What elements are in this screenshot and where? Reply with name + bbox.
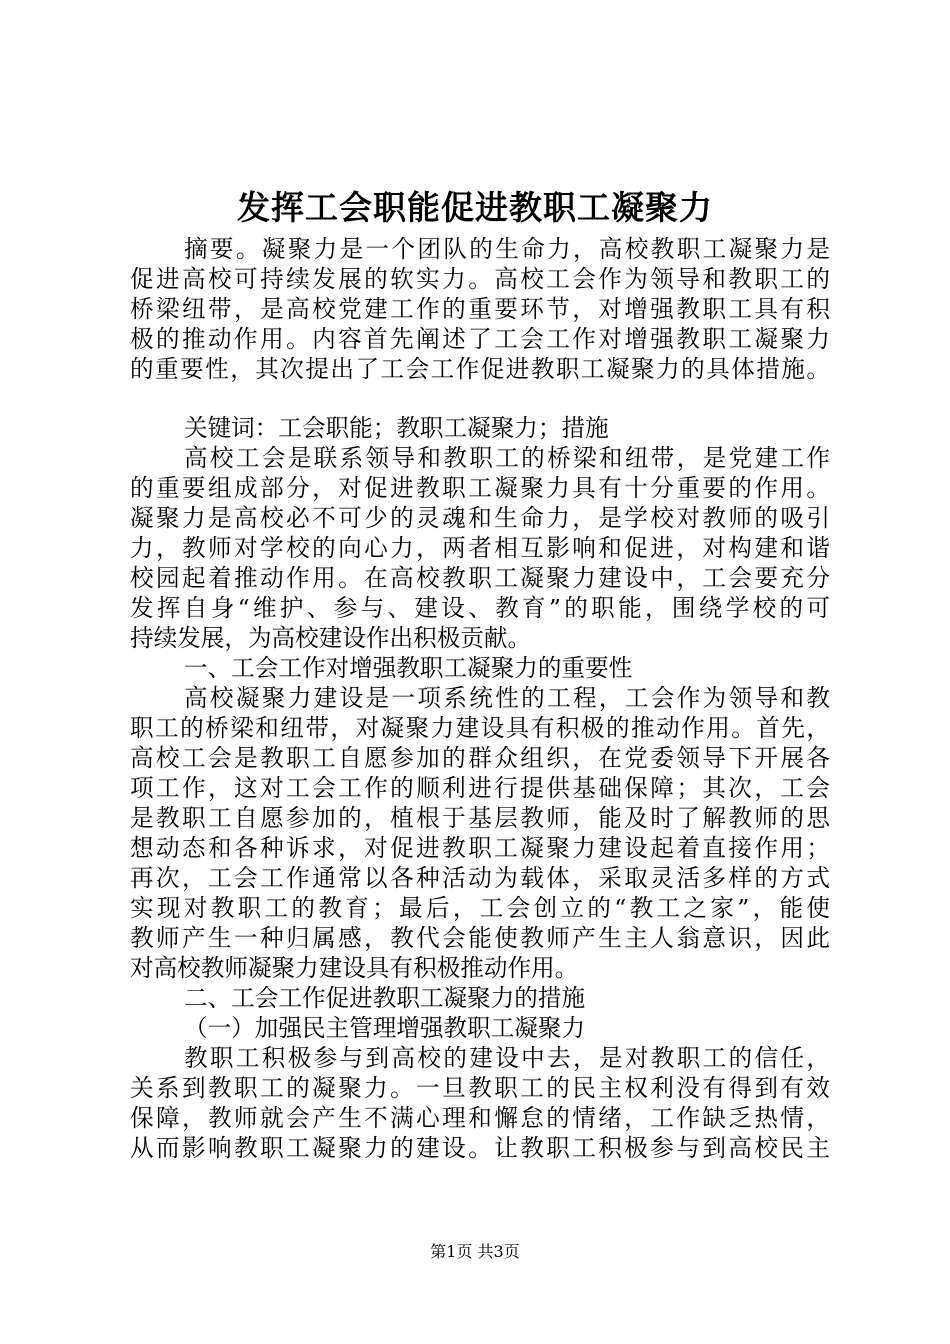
subsection-heading: （一）加强民主管理增强教职工凝聚力: [184, 1014, 586, 1042]
abstract-line: 极的推动作用。内容首先阐述了工会工作对增强教职工凝聚力: [130, 325, 830, 353]
body-line: 保障，教师就会产生不满心理和懈怠的情绪，工作缺乏热情，: [130, 1104, 830, 1132]
section-heading: 二、工会工作促进教职工凝聚力的措施: [184, 984, 586, 1012]
body-line: 凝聚力是高校必不可少的灵魂和生命力，是学校对教师的吸引: [130, 504, 830, 532]
body-line: 再次，工会工作通常以各种活动为载体，采取灵活多样的方式: [130, 864, 830, 892]
body-line: 实现对教职工的教育；最后，工会创立的“教工之家”，能使: [130, 894, 830, 922]
abstract-line: 促进高校可持续发展的软实力。高校工会作为领导和教职工的: [130, 265, 830, 293]
body-line: 关系到教职工的凝聚力。一旦教职工的民主权利没有得到有效: [130, 1074, 830, 1102]
body-line: 教师产生一种归属感，教代会能使教师产生主人翁意识，因此: [130, 924, 830, 952]
intro-paragraph: [130, 443, 830, 653]
body-line: 从而影响教职工凝聚力的建设。让教职工积极参与到高校民主: [130, 1134, 830, 1162]
body-line: 高校凝聚力建设是一项系统性的工程，工会作为领导和教: [184, 684, 830, 712]
abstract-line: 摘要。凝聚力是一个团队的生命力，高校教职工凝聚力是: [184, 235, 830, 263]
document-body: [130, 234, 830, 1163]
body-line: 校园起着推动作用。在高校教职工凝聚力建设中，工会要充分: [130, 564, 830, 592]
page-footer: 第1页 共3页: [430, 1242, 520, 1261]
body-line: 教职工积极参与到高校的建设中去，是对教职工的信任，: [184, 1044, 830, 1072]
body-line: 项工作，这对工会工作的顺利进行提供基础保障；其次，工会: [130, 774, 830, 802]
section-heading: 一、工会工作对增强教职工凝聚力的重要性: [184, 654, 633, 682]
body-line: 高校工会是联系领导和教职工的桥梁和纽带，是党建工作: [184, 444, 830, 472]
abstract-line: 的重要性，其次提出了工会工作促进教职工凝聚力的具体措施。: [130, 355, 830, 383]
body-line: 的重要组成部分，对促进教职工凝聚力具有十分重要的作用。: [130, 474, 830, 502]
body-line: 职工的桥梁和纽带，对凝聚力建设具有积极的推动作用。首先，: [130, 714, 830, 742]
document-title: 发挥工会职能促进教职工凝聚力: [237, 188, 713, 227]
body-line: 持续发展，为高校建设作出积极贡献。: [130, 624, 532, 652]
body-line: 想动态和各种诉求，对促进教职工凝聚力建设起着直接作用；: [130, 834, 830, 862]
keywords-line: 关键词：工会职能；教职工凝聚力；措施: [184, 414, 609, 442]
abstract-line: 桥梁纽带，是高校党建工作的重要环节，对增强教职工具有积: [130, 295, 830, 323]
body-line: 高校工会是教职工自愿参加的群众组织，在党委领导下开展各: [130, 744, 830, 772]
paragraph-gap: [130, 384, 830, 413]
body-line: 发挥自身“维护、参与、建设、教育”的职能，围绕学校的可: [130, 594, 830, 622]
section-one-paragraph: [130, 683, 830, 983]
body-line: 力，教师对学校的向心力，两者相互影响和促进，对构建和谐: [130, 534, 830, 562]
subsection-one-paragraph: [130, 1043, 830, 1163]
abstract-paragraph: [130, 234, 830, 384]
body-line: 是教职工自愿参加的，植根于基层教师，能及时了解教师的思: [130, 804, 830, 832]
body-line: 对高校教师凝聚力建设具有积极推动作用。: [130, 954, 579, 982]
